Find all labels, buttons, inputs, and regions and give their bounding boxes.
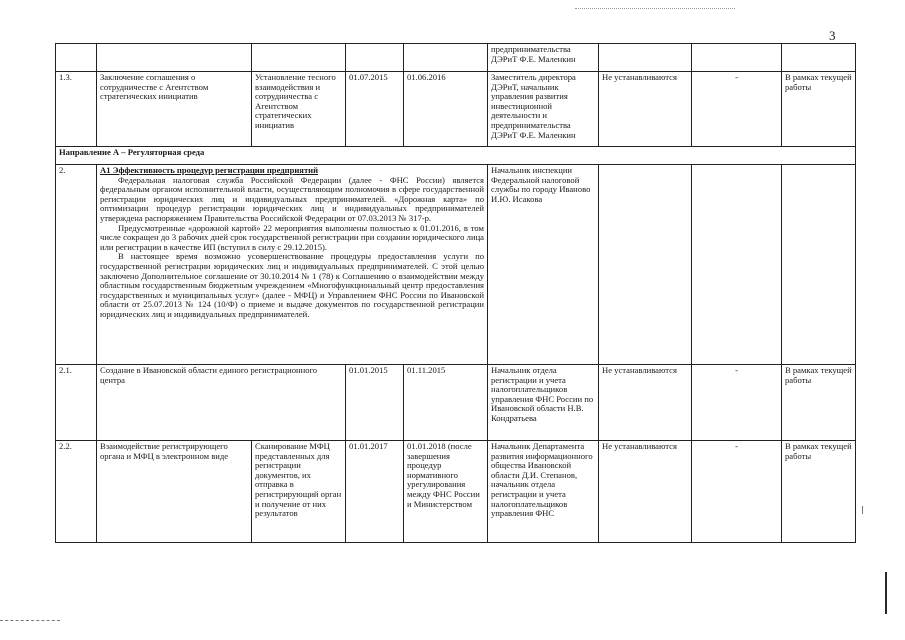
event-cell: Заключение соглашения о сотрудничестве с Агентством стратегических инициатив xyxy=(97,72,252,147)
source-cell: В рамках текущей работы xyxy=(782,365,856,441)
scan-artifact xyxy=(862,506,863,514)
result-cell: Установление тесного взаимодействия и сотрудничества с Агентством стратегических инициатив xyxy=(252,72,346,147)
result-cell: Сканирование МФЦ представленных для регистрации документов, их отправка в регистрирующий орган и получение от них результатов xyxy=(252,441,346,543)
funding-cell: Не устанавливаются xyxy=(599,365,692,441)
responsible-cell: предпринимательства ДЭРиТ Ф.Е. Маленкин xyxy=(488,44,599,72)
responsible-cell: Начальник Департамента развития информационного общества Ивановской области Д.И. Степанов, начальник отдела регистрации и учета налогоплательщиков управления ФНС xyxy=(488,441,599,543)
funding-cell: Не устанавливаются xyxy=(599,72,692,147)
description-cell xyxy=(97,165,488,365)
row-number: 1.3. xyxy=(56,72,97,147)
amount-cell: - xyxy=(692,441,782,543)
start-date: 01.01.2017 xyxy=(346,441,404,543)
row-number: 2.2. xyxy=(56,441,97,543)
start-date: 01.01.2015 xyxy=(346,365,404,441)
scan-artifact xyxy=(885,572,887,614)
responsible-cell: Начальник инспекции Федеральной налоговой службы по городу Иваново И.Ю. Исакова xyxy=(488,165,599,365)
row-number: 2.1. xyxy=(56,365,97,441)
table-row-2-2 xyxy=(56,441,856,543)
source-cell: В рамках текущей работы xyxy=(782,72,856,147)
scan-artifact xyxy=(0,620,60,621)
subsection-heading: А1 Эффективность процедур регистрации предприятий xyxy=(100,165,319,175)
responsible-cell: Начальник отдела регистрации и учета налогоплательщиков управления ФНС России по Ивановской области Н.В. Кондратьева xyxy=(488,365,599,441)
description-paragraph: Предусмотренные «дорожной картой» 22 мероприятия выполнены полностью к 01.01.2016, в том числе сокращен до 3 рабочих дней срок государственной регистрации при создании юридического лица или регистрации в качестве ИП (вступил в силу с 29.12.2015). xyxy=(100,222,484,252)
table-row-continuation xyxy=(56,44,856,72)
end-date: 01.06.2016 xyxy=(404,72,488,147)
description-paragraph: Федеральная налоговая служба Российской Федерации (далее - ФНС России) является федеральным органом исполнительной власти, осуществляющим полномочия в сфере государственной регистрации юридических лиц и индивидуальных предпринимателей. «Дорожная карта» по оптимизации процедур регистрации юридических лиц и индивидуальных предпринимателей утверждена распоряжением Правительства Российской Федерации от 07.03.2013 № 317-р. xyxy=(100,174,484,223)
responsible-cell: Заместитель директора ДЭРиТ, начальник управления развития инвестиционной деятельности и предпринимательства ДЭРиТ Ф.Е. Маленкин xyxy=(488,72,599,147)
end-date: 01.11.2015 xyxy=(404,365,488,441)
start-date: 01.07.2015 xyxy=(346,72,404,147)
amount-cell: - xyxy=(692,365,782,441)
table-row-2 xyxy=(56,165,856,365)
funding-cell: Не устанавливаются xyxy=(599,441,692,543)
section-title: Направление А – Регуляторная среда xyxy=(56,147,856,165)
scan-specks xyxy=(575,8,735,12)
page-number: 3 xyxy=(829,28,836,43)
plan-table xyxy=(55,43,856,543)
event-cell: Создание в Ивановской области единого регистрационного центра xyxy=(97,365,346,441)
amount-cell: - xyxy=(692,72,782,147)
source-cell: В рамках текущей работы xyxy=(782,441,856,543)
row-number: 2. xyxy=(56,165,97,365)
description-paragraph: В настоящее время возможно усовершенствование процедуры предоставления услуги по государственной регистрации юридических лиц и индивидуальных предпринимателей. С этой целью заключено Дополнительное соглашение от 30.10.2014 № 1 (78) к Соглашению о взаимодействии между областным государственным бюджетным учреждением «Многофункциональный центр предоставления государственных и муниципальных услуг» (далее - МФЦ) и Управлением ФНС России по Ивановской области от 25.07.2013 № 124 (10/Ф) о приеме и выдаче документов по государственной регистрации юридических лиц и индивидуальных предпринимателей. xyxy=(100,251,484,319)
table-row-1-3 xyxy=(56,72,856,147)
table-row-2-1 xyxy=(56,365,856,441)
section-row xyxy=(56,147,856,165)
event-cell: Взаимодействие регистрирующего органа и МФЦ в электронном виде xyxy=(97,441,252,543)
end-date: 01.01.2018 (после завершения процедур нормативного урегулирования между ФНС России и Министерством xyxy=(404,441,488,543)
